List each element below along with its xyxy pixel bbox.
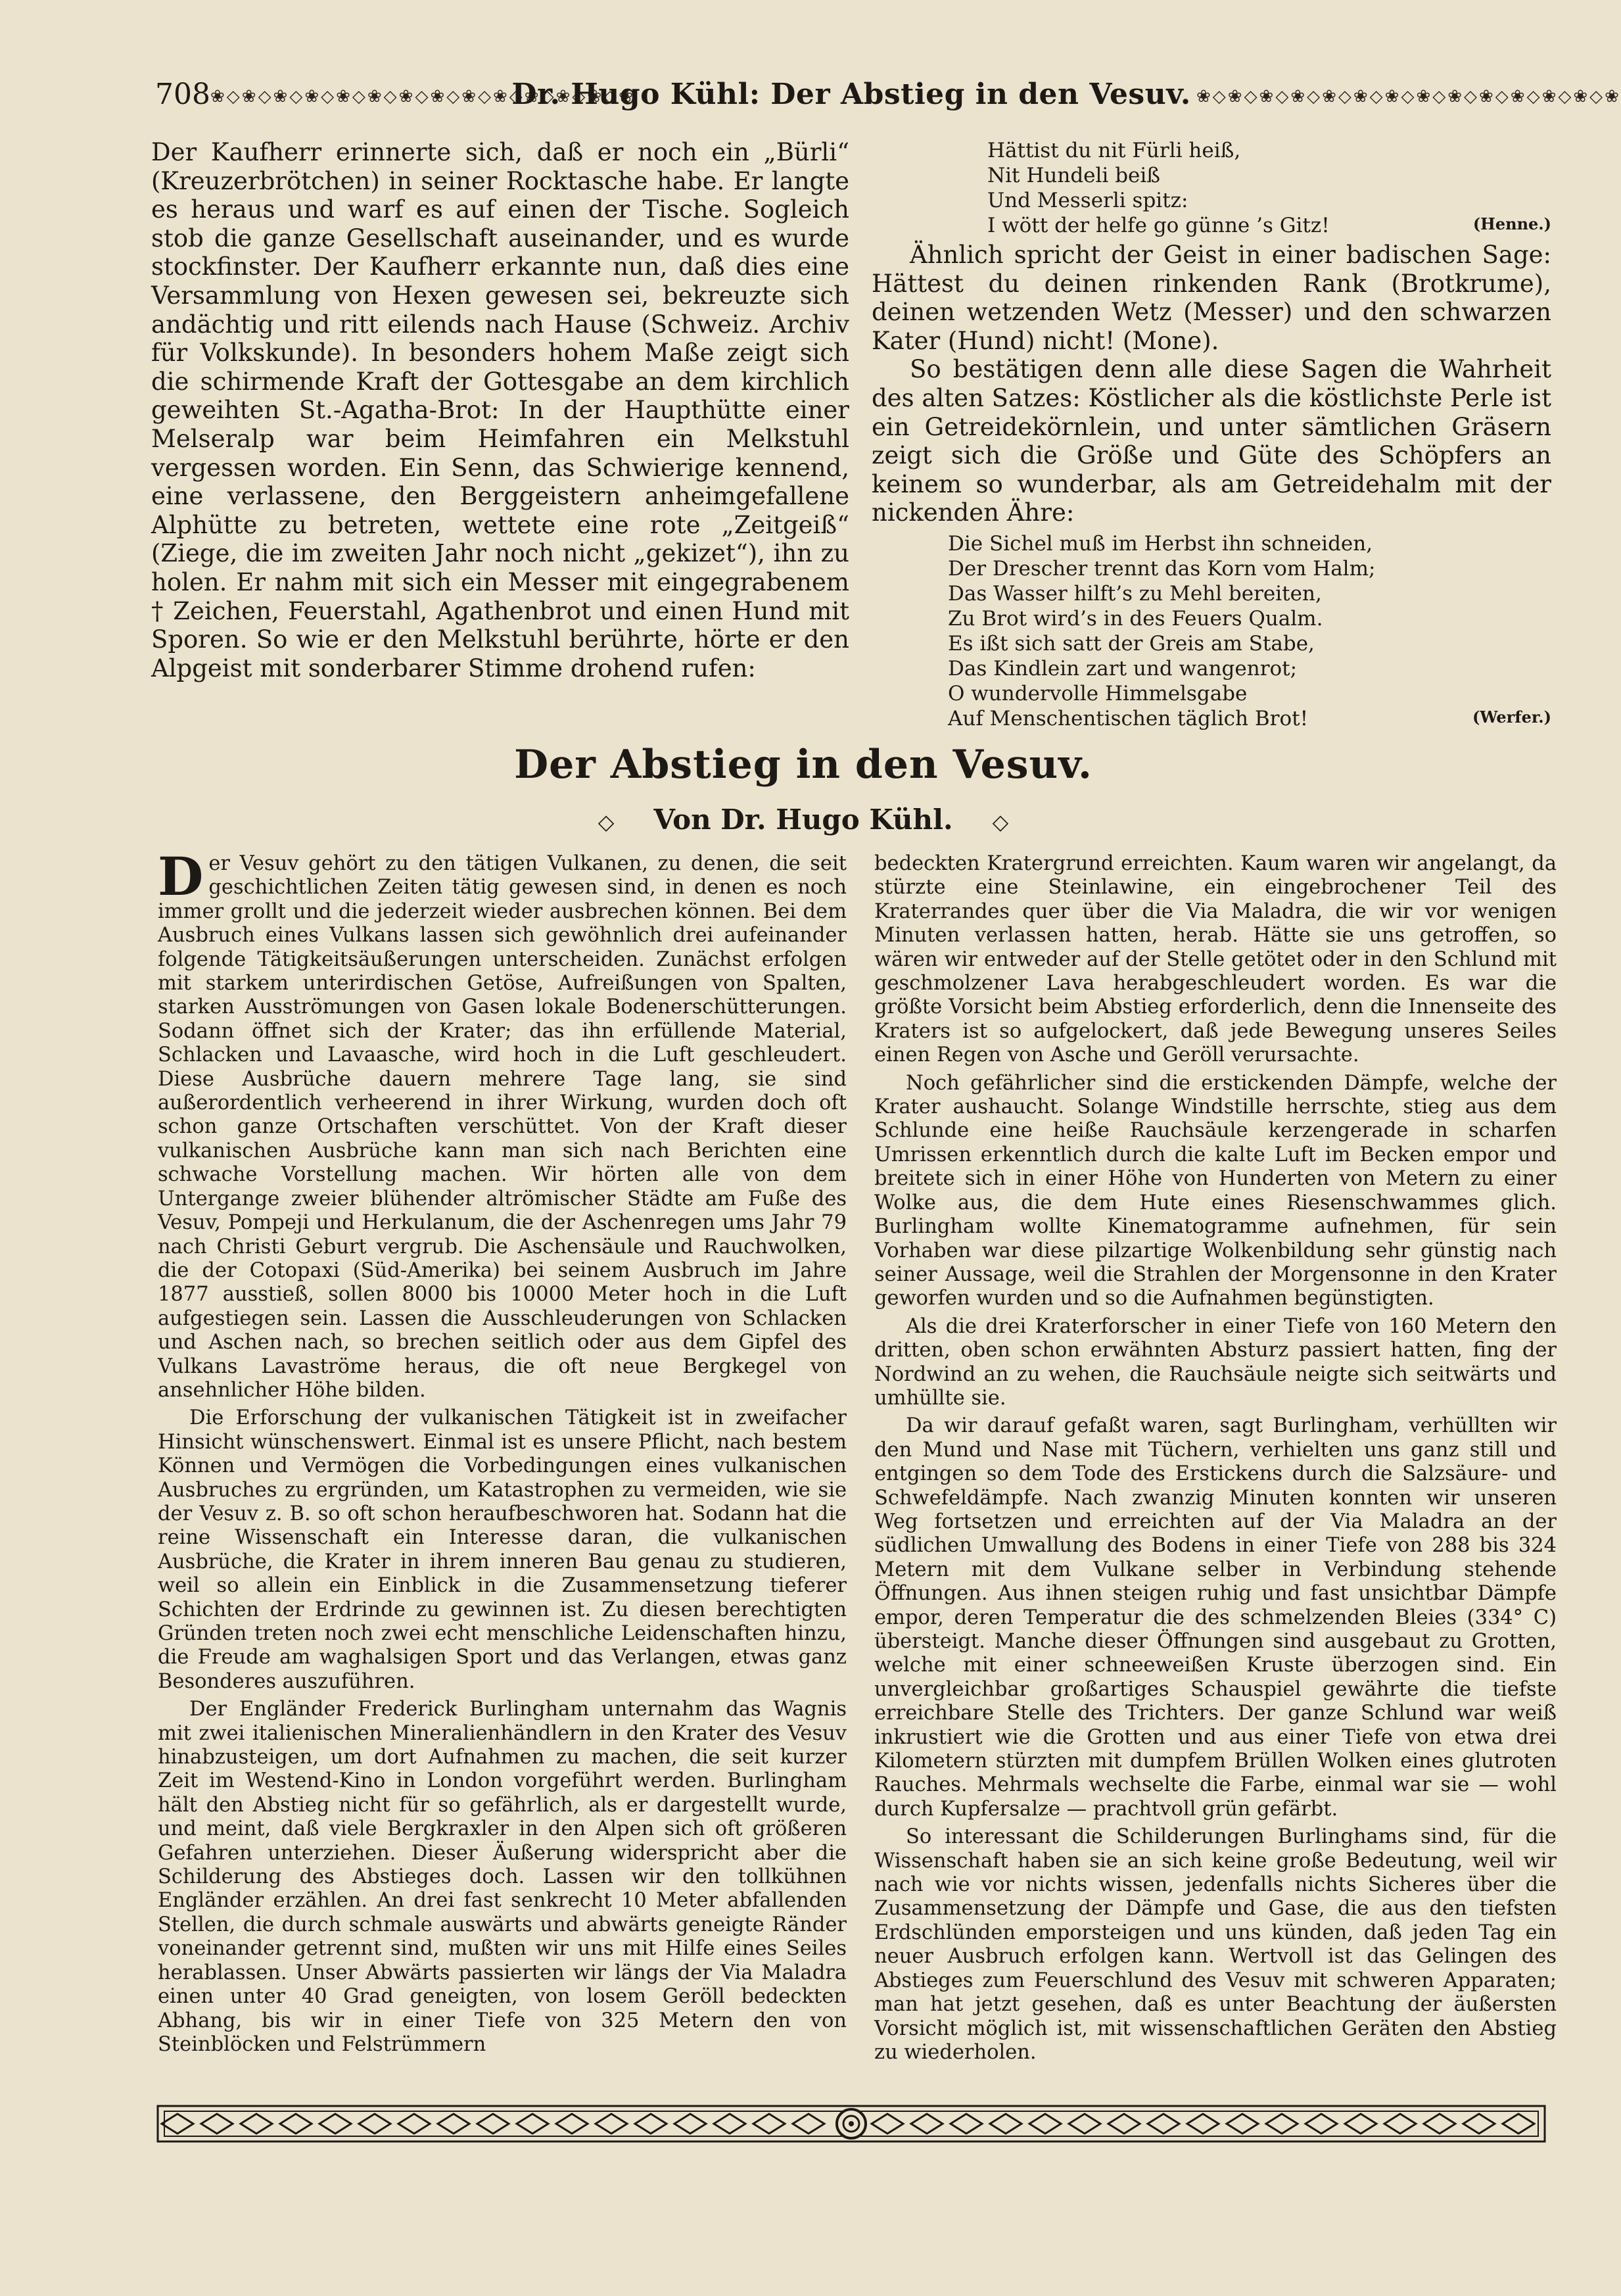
verse-henne [872,138,1551,238]
page-number: 708 [155,78,210,111]
footer-lozenge-icon [556,2114,588,2134]
article-title: Der Abstieg in den Vesuv. [514,742,1092,788]
footer-lozenge-icon [753,2114,785,2134]
lower-right-column [874,852,1557,2065]
verse-line: Das Wasser hilft’s zu Mehl bereiten, [948,581,1322,606]
verse-werfer [872,531,1551,731]
byline-prefix: Von [653,803,711,836]
footer-lozenge-icon [477,2114,509,2134]
article-body [158,846,1557,2088]
footer-lozenge-icon [1227,2114,1258,2134]
running-head-title: Dr. Hugo Kühl: Der Abstieg in den Vesuv. [511,78,1191,111]
footer-lozenge-icon [241,2114,272,2134]
upper-right-column [872,138,1551,731]
byline [0,803,1607,836]
footer-lozenge-icon [1503,2114,1534,2134]
footer-lozenge-icon [793,2114,824,2134]
paragraph: Ähnlich spricht der Geist in einer badischen Sage: Hättest du deinen rinkenden Rank (Brotkrume), deinen wetzenden Wetz (Messer) und den schwarzen Kater (Hund) nicht! (Mone). [872,241,1551,355]
footer-lozenge-icon [359,2114,390,2134]
footer-ornament-icon [158,2101,1545,2147]
footer-lozenge-icon [674,2114,706,2134]
footer-lozenge-icon [1108,2114,1140,2134]
paragraph [158,846,847,1402]
verse-line: Das Kindlein zart und wangenrot; [948,656,1298,681]
verse-line: Die Sichel muß im Herbst ihn schneiden, [948,531,1373,556]
header-ornament-right: ❀◇❀◇❀◇❀◇❀◇❀◇❀◇❀◇❀◇❀◇❀◇❀◇❀◇❀ [1196,87,1621,107]
footer-lozenge-icon [596,2114,627,2134]
verse-line: Nit Hundeli beiß [987,164,1161,187]
diamond-ornament-icon: ◇ [598,809,615,834]
ornamental-footer-band [158,2101,1545,2147]
paragraph: Der Engländer Frederick Burlingham unternahm das Wagnis mit zwei italienischen Mineralienhändlern in den Krater des Vesuv hinabzusteigen, um dort Aufnahmen zu machen, die seit kurzer Zeit im Westend-Kino in London vorgeführt werden. Burlingham hält den Abstieg nicht für so gefährlich, als er dargestellt wurde, und meint, daß viele Bergkraxler in den Alpen sich oft größeren Gefahren unterziehen. Dieser Äußerung widerspricht aber die Schilderung des Abstieges doch. Lassen wir den tollkühnen Engländer erzählen. An drei fast senkrecht 10 Meter abfallenden Stellen, die durch schmale auswärts und abwärts geneigte Ränder voneinander getrennt sind, mußten wir uns mit Hilfe eines Seiles herablassen. Unser Abwärts passierten wir längs der Via Maladra einen unter 40 Grad geneigten, von losem Geröll bedeckten Abhang, bis wir in einer Tiefe von 325 Metern den von Steinblöcken und Felstrümmern [158,1698,847,2056]
paragraph: Als die drei Kraterforscher in einer Tiefe von 160 Metern den dritten, oben schon erwähnten Absturz passiert hatten, fing der Nordwind an zu wehen, die Rauchsäule neigte sich seitwärts und umhüllte sie. [874,1314,1557,1410]
footer-lozenge-icon [201,2114,233,2134]
verse-line: Der Drescher trennt das Korn vom Halm; [948,556,1376,581]
footer-lozenge-icon [319,2114,351,2134]
footer-lozenge-icon [1029,2114,1061,2134]
attribution: (Henne.) [1472,214,1551,233]
footer-lozenge-icon [1069,2114,1100,2134]
diamond-ornament-icon: ◇ [992,809,1009,834]
footer-lozenge-icon [911,2114,943,2134]
paragraph: bedeckten Kratergrund erreichten. Kaum waren wir angelangt, da stürzte eine Steinlawine, ein eingebrochener Teil des Kraterrandes quer über die Via Maladra, die wir vor wenigen Minuten verlassen hatten, herab. Hätte sie uns getroffen, so wären wir entweder auf der Stelle getötet oder in den Schlund mit geschmolzener Lava herabgeschleudert worden. Es war die größte Vorsicht beim Abstieg erforderlich, denn die Innenseite des Kraters ist so aufgelockert, daß jede Bewegung unseres Seiles einen Regen von Asche und Geröll verursachte. [874,852,1557,1067]
paragraph: So bestätigen denn alle diese Sagen die Wahrheit des alten Satzes: Köstlicher als die köstlichste Perle ist ein Getreidekörnlein, und unter sämtlichen Gräsern zeigt sich die Größe und Güte des Schöpfers an keinem so wunderbar, als am Getreidehalm mit der nickenden Ähre: [872,355,1551,527]
upper-section [151,138,1551,730]
verse-line: Zu Brot wird’s in des Feuers Qualm. [948,606,1323,631]
verse-line: I wött der helfe go günne ’s Gitz! [987,214,1330,237]
footer-lozenge-icon [1187,2114,1219,2134]
verse-line-with-attribution [987,213,1551,238]
attribution: (Werfer.) [1472,707,1551,727]
paragraph-text: er Vesuv gehört zu den tätigen Vulkanen, zu denen, die seit geschichtlichen Zeiten tätig gewesen sind, in denen es noch immer grollt und die jederzeit wieder ausbrechen können. Bei dem Ausbruch eines Vulkans lassen sich gewöhnlich drei aufeinander folgende Tätigkeitsäußerungen unterscheiden. Zunächst erfolgen mit starkem unterirdischen Getöse, Aufreißungen von Spalten, starken Ausströmungen von Gasen lokale Bodenerschütterungen. Sodann öffnet sich der Krater; das ihn erfüllende Material, Schlacken und Lavaasche, wird hoch in die Luft geschleudert. Diese Ausbrüche dauern mehrere Tage lang, sie sind außerordentlich verheerend in ihrer Wirkung, wurden doch oft schon ganze Ortschaften verschüttet. Von der Kraft dieser vulkanischen Ausbrüche kann man sich nach Berichten eine schwache Vorstellung machen. Wir hörten alle von dem Untergange zweier blühender altrömischer Städte am Fuße des Vesuv, Pompeji und Herkulanum, die der Aschenregen ums Jahr 79 nach Christi Geburt vergrub. Die Aschensäule und Rauchwolken, die der Cotopaxi (Süd-Amerika) bei seinem Ausbruch im Jahre 1877 ausstieß, sollen 8000 bis 10000 Meter hoch in die Luft aufgestiegen sein. Lassen die Ausschleuderungen von Schlacken und Aschen nach, so brechen seitlich oder aus dem Gipfel des Vulkans Lavaströme heraus, die oft neue Bergkegel von ansehnlicher Höhe bilden. [158,852,847,1402]
footer-lozenge-icon [1463,2114,1495,2134]
header-ornament-left: ❀◇❀◇❀◇❀◇❀◇❀◇❀◇❀◇❀◇❀◇❀◇❀◇❀◇❀ [210,87,635,107]
footer-lozenge-icon [1384,2114,1416,2134]
paragraph: Noch gefährlicher sind die erstickenden Dämpfe, welche der Krater aushaucht. Solange Windstille herrschte, stieg aus dem Schlunde eine heiße Rauchsäule kerzengerade in scharfen Umrissen erkenntlich durch die kalte Luft im Becken empor und breitete sich in einer Höhe von Hunderten von Metern zu einer Wolke aus, die dem Hute eines Riesenschwammes glich. Burlingham wollte Kinematogramme aufnehmen, für sein Vorhaben war diese pilzartige Wolkenbildung sehr günstig nach seiner Aussage, weil die Strahlen der Morgensonne in den Krater geworfen wurden und so die Aufnahmen begünstigten. [874,1071,1557,1310]
verse-line: Und Messerli spitz: [987,189,1188,212]
lower-left-column [158,846,847,2057]
paragraph: Der Kaufherr erinnerte sich, daß er noch ein „Bürli“ (Kreuzerbrötchen) in seiner Rocktasche habe. Er langte es heraus und warf es auf einen der Tische. Sogleich stob die ganze Gesellschaft auseinander, und es wurde stockfinster. Der Kaufherr erkannte nun, daß dies eine Versammlung von Hexen gewesen sei, bekreuzte sich andächtig und ritt eilends nach Hause (Schweiz. Archiv für Volkskunde). In besonders hohem Maße zeigt sich die schirmende Kraft der Gottesgabe an dem kirchlich geweihten St.-Agatha-Brot: In der Haupthütte einer Melseralp war beim Heimfahren ein Melkstuhl vergessen worden. Ein Senn, das Schwierige kennend, eine verlassene, den Berggeistern anheimgefallene Alphütte zu betreten, wettete eine rote „Zeitgeiß“ (Ziege, die im zweiten Jahr noch nicht „gekizet“), ihn zu holen. Er nahm mit sich ein Messer mit eingegrabenem † Zeichen, Feuerstahl, Agathenbrot und einen Hund mit Sporen. So wie er den Melkstuhl berührte, hörte er den Alpgeist mit sonderbarer Stimme drohend rufen: [151,138,849,682]
footer-lozenge-icon [990,2114,1022,2134]
footer-lozenge-icon [1266,2114,1298,2134]
footer-lozenge-icon [438,2114,469,2134]
running-head [151,78,1621,124]
paragraph: So interessant die Schilderungen Burlinghams sind, für die Wissenschaft haben sie an sich keine große Bedeutung, weil wir nach wie vor nichts wissen, jedenfalls nichts Sicheres über die Zusammensetzung der Dämpfe und Gase, die aus den tiefsten Erdschlünden emporsteigen und uns künden, daß jeden Tag ein neuer Ausbruch erfolgen kann. Wertvoll ist das Gelingen des Abstieges zum Feuerschlund des Vesuv mit schweren Apparaten; man hat jetzt gesehen, daß es unter Beachtung der äußersten Vorsicht möglich ist, mit wissenschaftlichen Geräten den Abstieg zu wiederholen. [874,1825,1557,2064]
drop-cap: D [158,846,204,907]
footer-lozenge-icon [951,2114,982,2134]
verse-line-with-attribution [948,706,1551,731]
footer-lozenge-icon [162,2114,193,2134]
paragraph: Da wir darauf gefaßt waren, sagt Burlingham, verhüllten wir den Mund und Nase mit Tüchern, verhielten uns ganz still und entgingen so dem Tode des Erstickens durch die Salzsäure- und Schwefeldämpfe. Nach zwanzig Minuten konnten wir unseren Weg fortsetzen und erreichten auf der Via Maladra an der südlichen Umwallung des Bodens in einer Tiefe von 288 bis 324 Metern mit dem Vulkane selber in Verbindung stehende Öffnungen. Aus ihnen steigen ruhig und fast unsichtbar Dämpfe empor, deren Temperatur die des schmelzenden Bleies (334° C) übersteigt. Manche dieser Öffnungen sind ausgebaut zu Grotten, welche mit einer schneeweißen Kruste überzogen sind. Ein unvergleichbar großartiges Schauspiel gewährte die tiefste erreichbare Stelle des Trichters. Der ganze Schlund war weiß inkrustiert wie die Grotten und aus einer Tiefe von etwa drei Kilometern stürzten mit dumpfem Brüllen Wolken eines glutroten Rauches. Mehrmals wechselte die Farbe, einmal war sie — wohl durch Kupfersalze — prachtvoll grün gefärbt. [874,1414,1557,1821]
verse-line: Auf Menschentischen täglich Brot! [948,706,1309,730]
footer-lozenge-icon [517,2114,548,2134]
byline-author: Dr. Hugo Kühl. [720,803,953,836]
verse-line: O wundervolle Himmelsgabe [948,681,1248,706]
footer-lozenge-icon [280,2114,312,2134]
footer-lozenge-icon [635,2114,667,2134]
upper-left-column [151,138,849,682]
footer-lozenge-icon [872,2114,903,2134]
footer-lozenge-icon [714,2114,745,2134]
footer-lozenge-icon [1345,2114,1376,2134]
footer-lozenge-icon [1148,2114,1179,2134]
verse-line: Es ißt sich satt der Greis am Stabe, [948,631,1315,656]
footer-lozenge-icon [1305,2114,1337,2134]
footer-lozenge-icon [1424,2114,1455,2134]
verse-line: Hättist du nit Fürli heiß, [987,139,1241,162]
footer-lozenge-icon [398,2114,430,2134]
paragraph: Die Erforschung der vulkanischen Tätigkeit ist in zweifacher Hinsicht wünschenswert. Einmal ist es unsere Pflicht, nach bestem Können und Vermögen die Vorbedingungen eines vulkanischen Ausbruches zu ergründen, um Katastrophen zu vermeiden, wie sie der Vesuv z. B. so oft schon heraufbeschworen hat. Sodann hat die reine Wissenschaft ein Interesse daran, die vulkanischen Ausbrüche, die Krater in ihrem inneren Bau genau zu studieren, weil so allein ein Einblick in die Zusammensetzung tieferer Schichten der Erdrinde zu gewinnen ist. Zu diesen berechtigten Gründen treten noch zwei echt menschliche Leidenschaften hinzu, die Freude am waghalsigen Sport und das Verlangen, etwas ganz Besonderes auszuführen. [158,1406,847,1693]
